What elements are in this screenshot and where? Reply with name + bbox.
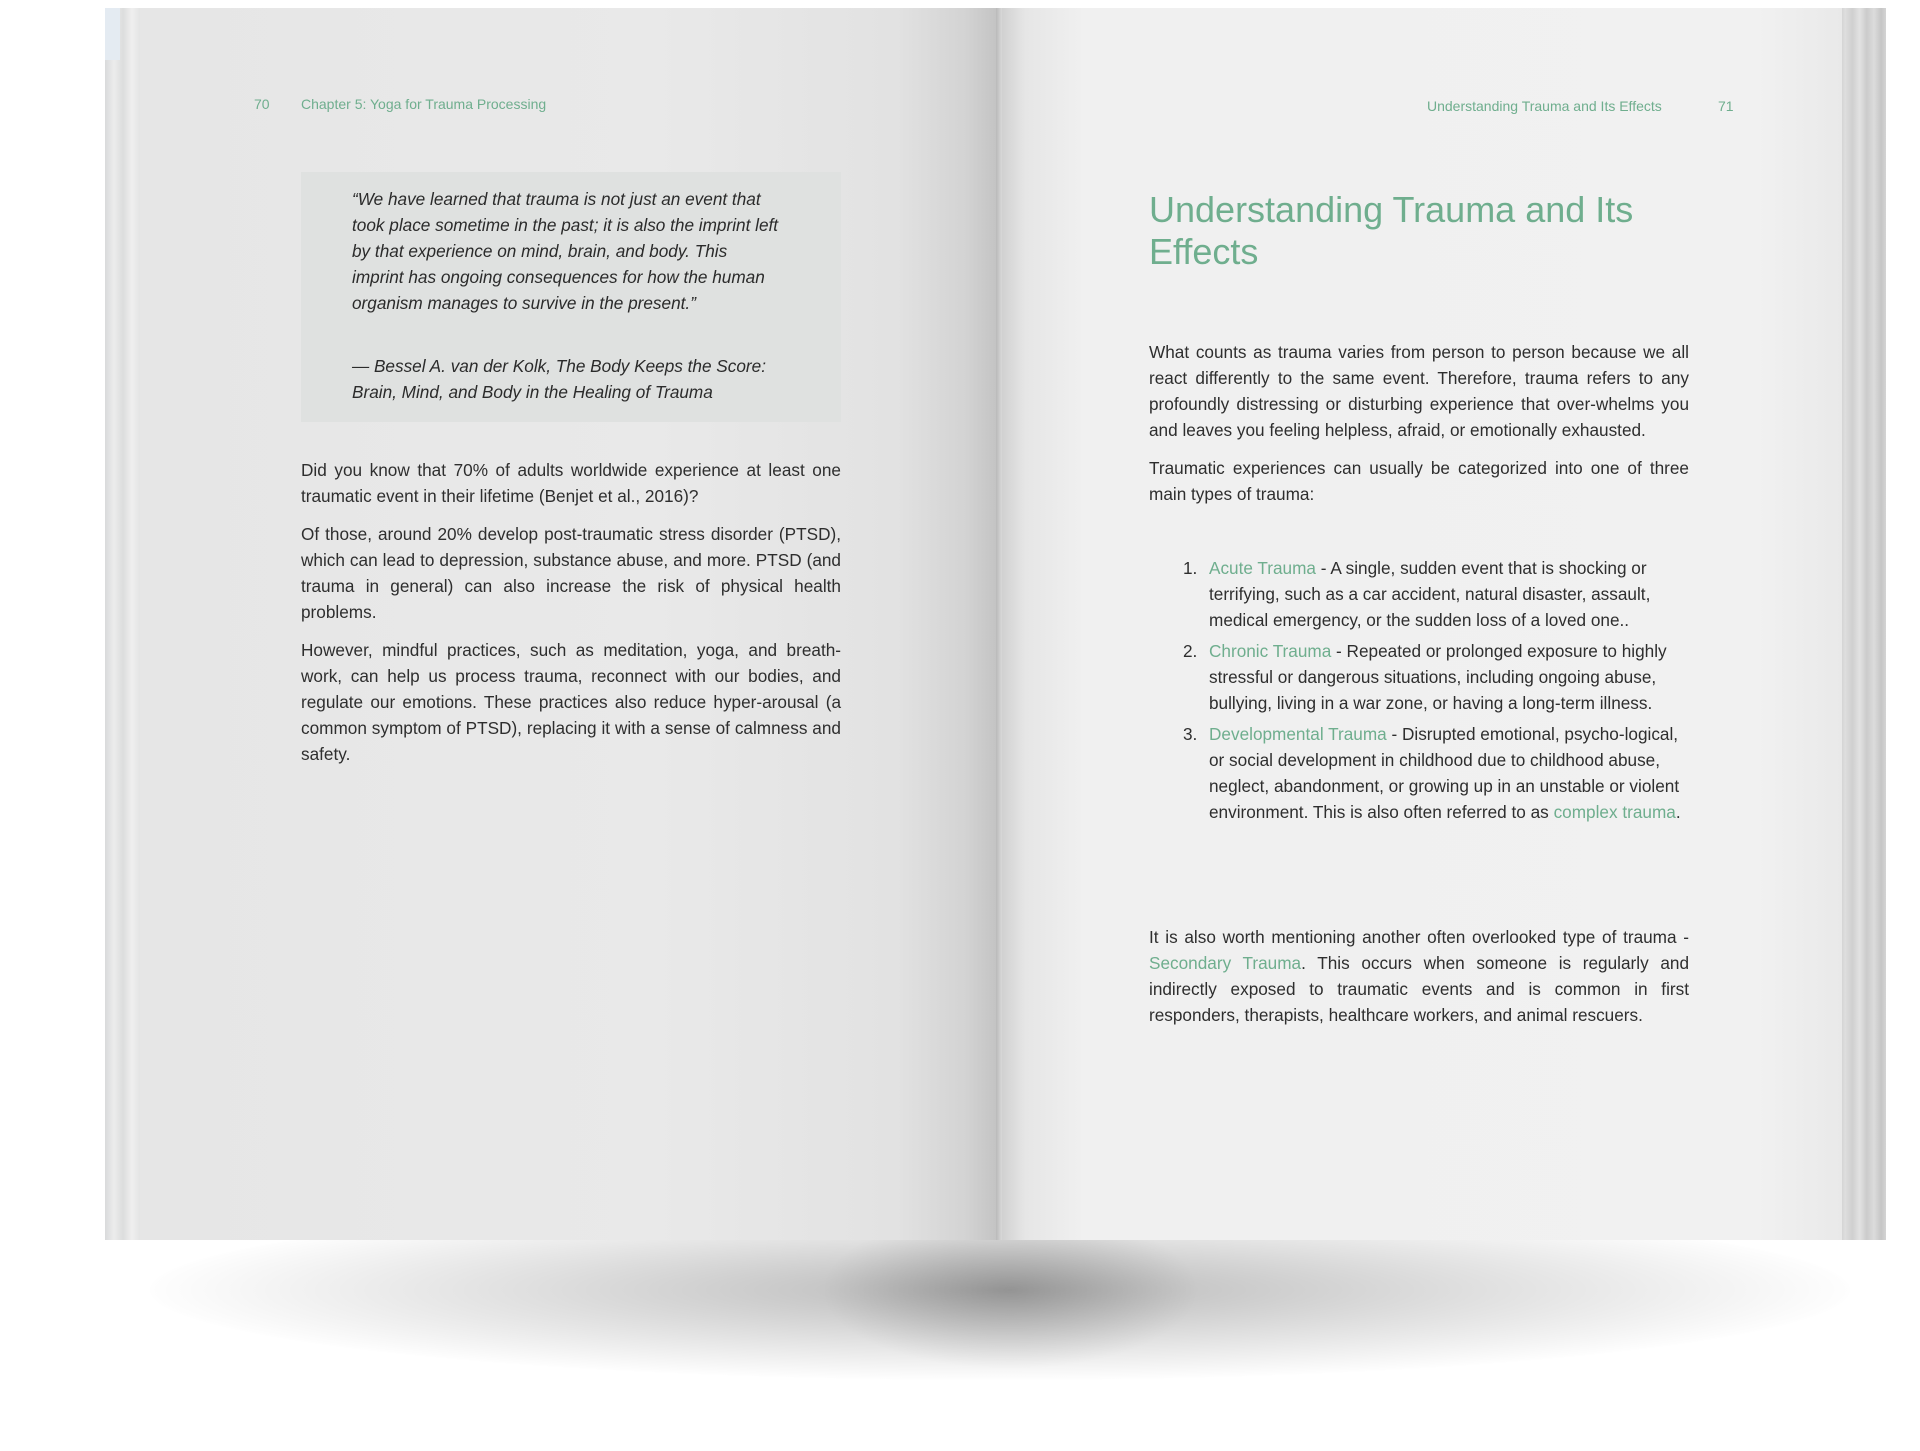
book-gutter: [996, 8, 1002, 1240]
left-page-edge-tint: [105, 8, 120, 60]
right-intro: [1149, 339, 1689, 519]
outro-after: . This occurs when someone is regularly and indirectly exposed to traumatic events and is common in first responders, therapists, healthcare workers, and animal rescuers.: [1149, 953, 1689, 1025]
left-paragraph: Of those, around 20% develop post-traumatic stress disorder (PTSD), which can lead to depression, substance abuse, and more. PTSD (and trauma in general) can also increase the risk of physical health problems.: [301, 524, 841, 622]
list-item: [1149, 721, 1689, 825]
epigraph-attribution: — Bessel A. van der Kolk, The Body Keeps the Score: Brain, Mind, and Body in the Healing of Trauma: [352, 356, 766, 402]
left-paragraph: However, mindful practices, such as meditation, yoga, and breath-work, can help us process trauma, reconnect with our bodies, and regulate our emotions. These practices also reduce hyper-arousal (a common symptom of PTSD), replacing it with a sense of calmness and safety.: [301, 640, 841, 764]
list-text: - Disrupted emotional, psycho-logical, or social development in childhood due to childhood abuse, neglect, abandonment, or growing up in an unstable or violent environment. This is also often referred to as: [1209, 724, 1680, 822]
list-item: [1149, 638, 1689, 716]
right-page-number: 71: [1718, 98, 1734, 114]
left-page-number: 70: [254, 96, 270, 112]
list-term: Chronic Trauma: [1209, 641, 1332, 661]
list-term: Acute Trauma: [1209, 558, 1316, 578]
list-number: 1.: [1183, 558, 1198, 578]
list-term: Developmental Trauma: [1209, 724, 1387, 744]
outro-term: Secondary Trauma: [1149, 953, 1302, 973]
list-text: - Repeated or prolonged exposure to highly stressful or dangerous situations, including ongoing abuse, bullying, living in a war zone, or having a long-term illness.: [1209, 641, 1667, 713]
right-page-edges: [1838, 8, 1886, 1240]
left-body: [301, 457, 841, 779]
list-after: .: [1675, 802, 1681, 822]
right-running-head: Understanding Trauma and Its Effects: [1427, 98, 1662, 114]
section-title: Understanding Trauma and Its Effects: [1149, 189, 1634, 272]
left-running-head: Chapter 5: Yoga for Trauma Processing: [301, 96, 547, 112]
list-link: complex trauma: [1553, 802, 1676, 822]
outro-before: It is also worth mentioning another often overlooked type of trauma -: [1149, 927, 1689, 947]
left-paragraph: Did you know that 70% of adults worldwide experience at least one traumatic event in their lifetime (Benjet et al., 2016)?: [301, 460, 841, 506]
list-item: [1149, 555, 1689, 633]
right-paragraph: [1149, 924, 1689, 1028]
trauma-types-list: [1149, 555, 1689, 830]
epigraph-quote: “We have learned that trauma is not just an event that took place sometime in the past; it is also the imprint left by that experience on mind, brain, and body. This imprint has ongoing consequences for how the human organism manages to survive in the present.”: [352, 189, 779, 313]
right-outro: [1149, 924, 1689, 1040]
right-paragraph: Traumatic experiences can usually be categorized into one of three main types of trauma:: [1149, 458, 1689, 504]
list-text: - A single, sudden event that is shocking or terrifying, such as a car accident, natural disaster, assault, medical emergency, or the sudden loss of a loved one..: [1209, 558, 1651, 630]
list-number: 2.: [1183, 641, 1198, 661]
list-number: 3.: [1183, 724, 1198, 744]
right-paragraph: What counts as trauma varies from person to person because we all react differently to the same event. Therefore, trauma refers to any profoundly distressing or disturbing experience that over-whelms you and leaves you feeling helpless, afraid, or emotionally exhausted.: [1149, 342, 1689, 440]
